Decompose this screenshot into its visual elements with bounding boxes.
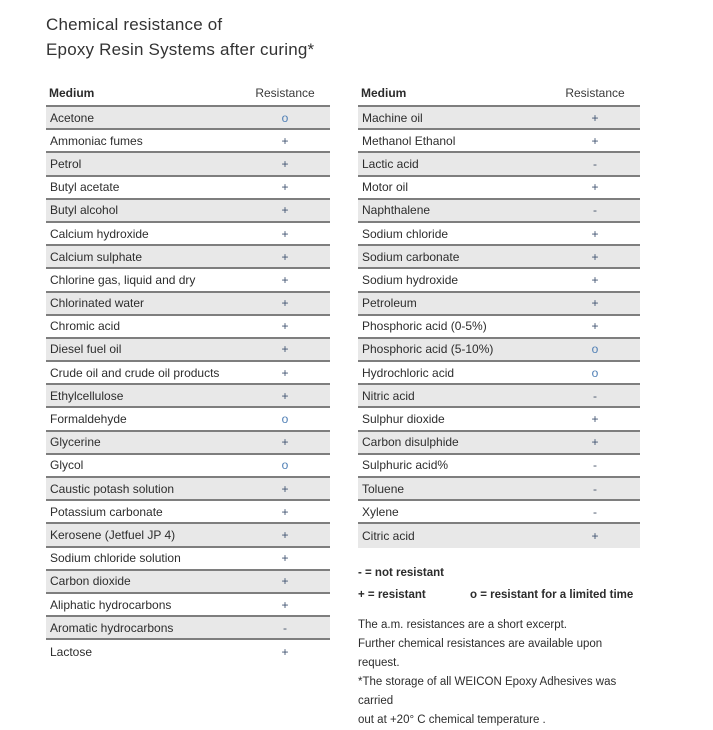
table-row <box>46 130 330 153</box>
table-row <box>358 293 640 316</box>
table-row <box>46 408 330 431</box>
table-row <box>358 478 640 501</box>
resistance-cell: o <box>591 365 599 380</box>
medium-cell: Calcium hydroxide <box>50 226 149 241</box>
medium-cell: Chromic acid <box>50 319 121 334</box>
table-row <box>358 107 640 130</box>
medium-cell: Citric acid <box>362 528 415 543</box>
medium-cell: Ammoniac fumes <box>50 133 143 148</box>
legend <box>358 562 640 606</box>
medium-cell: Sodium hydroxide <box>362 272 459 287</box>
resistance-cell: + <box>281 388 289 403</box>
page-title-line2: Epoxy Resin Systems after curing* <box>46 40 315 59</box>
resistance-cell: + <box>281 597 289 612</box>
table-row <box>358 153 640 176</box>
resistance-cell: + <box>591 319 599 334</box>
table-row <box>46 640 330 663</box>
legend-row <box>358 584 640 606</box>
resistance-cell: + <box>281 504 289 519</box>
table-row <box>358 246 640 269</box>
table-row <box>358 177 640 200</box>
medium-cell: Methanol Ethanol <box>362 133 456 148</box>
resistance-cell: + <box>591 412 599 427</box>
medium-cell: Petroleum <box>362 296 417 311</box>
resistance-cell: + <box>281 527 289 542</box>
medium-cell: Diesel fuel oil <box>50 342 122 357</box>
table-row <box>358 524 640 547</box>
column-header-resistance: Resistance <box>565 86 625 100</box>
medium-cell: Carbon disulphide <box>362 435 459 450</box>
resistance-cell: + <box>281 203 289 218</box>
resistance-cell: + <box>281 319 289 334</box>
medium-cell: Motor oil <box>362 180 409 195</box>
medium-cell: Carbon dioxide <box>50 574 131 589</box>
medium-cell: Glycol <box>50 458 84 473</box>
right-column <box>358 80 640 730</box>
resistance-cell: + <box>281 272 289 287</box>
medium-cell: Phosphoric acid (5-10%) <box>362 342 494 357</box>
resistance-cell: + <box>281 644 289 659</box>
table-row <box>358 385 640 408</box>
column-header-medium: Medium <box>361 86 407 100</box>
resistance-cell: + <box>591 133 599 148</box>
footnote-line: *The storage of all WEICON Epoxy Adhesives was carried <box>358 675 617 707</box>
legend-resistant-label: + = resistant <box>358 588 426 601</box>
resistance-cell: + <box>281 249 289 264</box>
medium-cell: Machine oil <box>362 110 423 125</box>
table-row <box>358 223 640 246</box>
table-row <box>358 362 640 385</box>
medium-cell: Hydrochloric acid <box>362 365 455 380</box>
table-row <box>46 478 330 501</box>
medium-cell: Sodium chloride <box>362 226 449 241</box>
medium-cell: Naphthalene <box>362 203 431 218</box>
medium-cell: Petrol <box>50 156 82 171</box>
table-row <box>46 455 330 478</box>
left-table-body <box>46 105 330 664</box>
resistance-cell: + <box>591 528 599 543</box>
table-row <box>358 130 640 153</box>
table-row <box>358 316 640 339</box>
resistance-cell: + <box>281 180 289 195</box>
medium-cell: Sodium carbonate <box>362 249 460 264</box>
resistance-cell: + <box>281 226 289 241</box>
resistance-cell: + <box>281 342 289 357</box>
right-table-body <box>358 105 640 548</box>
resistance-cell: - <box>283 620 287 635</box>
resistance-cell: + <box>281 296 289 311</box>
resistance-cell: - <box>593 504 597 519</box>
table-row <box>46 501 330 524</box>
table-row <box>358 200 640 223</box>
medium-cell: Butyl alcohol <box>50 203 119 218</box>
right-table-header <box>358 80 640 105</box>
table-row <box>358 269 640 292</box>
medium-cell: Kerosene (Jetfuel JP 4) <box>50 527 176 542</box>
medium-cell: Glycerine <box>50 435 101 450</box>
resistance-cell: o <box>281 110 289 125</box>
column-header-medium: Medium <box>49 86 95 100</box>
footnote-line: out at +20° C chemical temperature . <box>358 713 546 726</box>
legend-not-resistant <box>358 562 640 584</box>
resistance-cell: + <box>591 249 599 264</box>
footnote-line: The a.m. resistances are a short excerpt. <box>358 618 568 631</box>
medium-cell: Lactic acid <box>362 156 419 171</box>
left-resistance-table <box>46 80 330 664</box>
medium-cell: Sulphur dioxide <box>362 412 445 427</box>
footnotes <box>358 616 640 730</box>
resistance-cell: + <box>281 574 289 589</box>
medium-cell: Xylene <box>362 504 399 519</box>
resistance-cell: + <box>281 435 289 450</box>
table-row <box>46 432 330 455</box>
resistance-cell: o <box>591 342 599 357</box>
resistance-cell: + <box>281 133 289 148</box>
table-row <box>46 293 330 316</box>
table-row <box>46 362 330 385</box>
medium-cell: Aliphatic hydrocarbons <box>50 597 172 612</box>
medium-cell: Phosphoric acid (0-5%) <box>362 319 487 334</box>
table-row <box>46 246 330 269</box>
medium-cell: Sulphuric acid% <box>362 458 449 473</box>
table-row <box>46 269 330 292</box>
resistance-cell: + <box>591 110 599 125</box>
medium-cell: Butyl acetate <box>50 180 120 195</box>
footnote-line: Further chemical resistances are available upon request. <box>358 637 603 669</box>
legend-not-resistant-label: - = not resistant <box>358 566 444 579</box>
resistance-cell: + <box>281 156 289 171</box>
table-row <box>46 316 330 339</box>
resistance-cell: - <box>593 388 597 403</box>
medium-cell: Lactose <box>50 644 93 659</box>
medium-cell: Calcium sulphate <box>50 249 143 264</box>
table-row <box>46 200 330 223</box>
table-row <box>46 339 330 362</box>
medium-cell: Potassium carbonate <box>50 504 163 519</box>
left-column <box>46 80 330 664</box>
table-row <box>46 548 330 571</box>
page-title <box>46 12 713 62</box>
page-title-line1: Chemical resistance of <box>46 15 223 34</box>
resistance-cell: + <box>281 365 289 380</box>
table-row <box>358 455 640 478</box>
table-row <box>46 177 330 200</box>
table-row <box>46 153 330 176</box>
resistance-cell: - <box>593 156 597 171</box>
table-row <box>358 501 640 524</box>
medium-cell: Toluene <box>362 481 405 496</box>
medium-cell: Aromatic hydrocarbons <box>50 620 174 635</box>
resistance-cell: + <box>591 272 599 287</box>
resistance-cell: + <box>591 180 599 195</box>
table-row <box>46 571 330 594</box>
right-resistance-table <box>358 80 640 548</box>
table-row <box>46 223 330 246</box>
table-row <box>46 617 330 640</box>
resistance-cell: - <box>593 458 597 473</box>
tables-container <box>46 80 713 730</box>
resistance-cell: o <box>281 412 289 427</box>
resistance-cell: + <box>591 435 599 450</box>
table-row <box>358 339 640 362</box>
table-row <box>358 408 640 431</box>
table-row <box>46 524 330 547</box>
medium-cell: Caustic potash solution <box>50 481 175 496</box>
medium-cell: Chlorinated water <box>50 296 145 311</box>
resistance-cell: + <box>591 226 599 241</box>
medium-cell: Formaldehyde <box>50 412 127 427</box>
resistance-cell: + <box>281 481 289 496</box>
table-row <box>46 594 330 617</box>
table-row <box>46 107 330 130</box>
resistance-cell: + <box>591 296 599 311</box>
resistance-cell: o <box>281 458 289 473</box>
table-row <box>46 385 330 408</box>
medium-cell: Crude oil and crude oil products <box>50 365 220 380</box>
table-row <box>358 432 640 455</box>
column-header-resistance: Resistance <box>255 86 315 100</box>
resistance-cell: + <box>281 551 289 566</box>
medium-cell: Nitric acid <box>362 388 415 403</box>
medium-cell: Sodium chloride solution <box>50 551 181 566</box>
legend-limited-label: o = resistant for a limited time <box>470 588 634 601</box>
medium-cell: Chlorine gas, liquid and dry <box>50 272 196 287</box>
resistance-cell: - <box>593 203 597 218</box>
left-table-header <box>46 80 330 105</box>
resistance-cell: - <box>593 481 597 496</box>
medium-cell: Acetone <box>50 110 95 125</box>
medium-cell: Ethylcellulose <box>50 388 124 403</box>
